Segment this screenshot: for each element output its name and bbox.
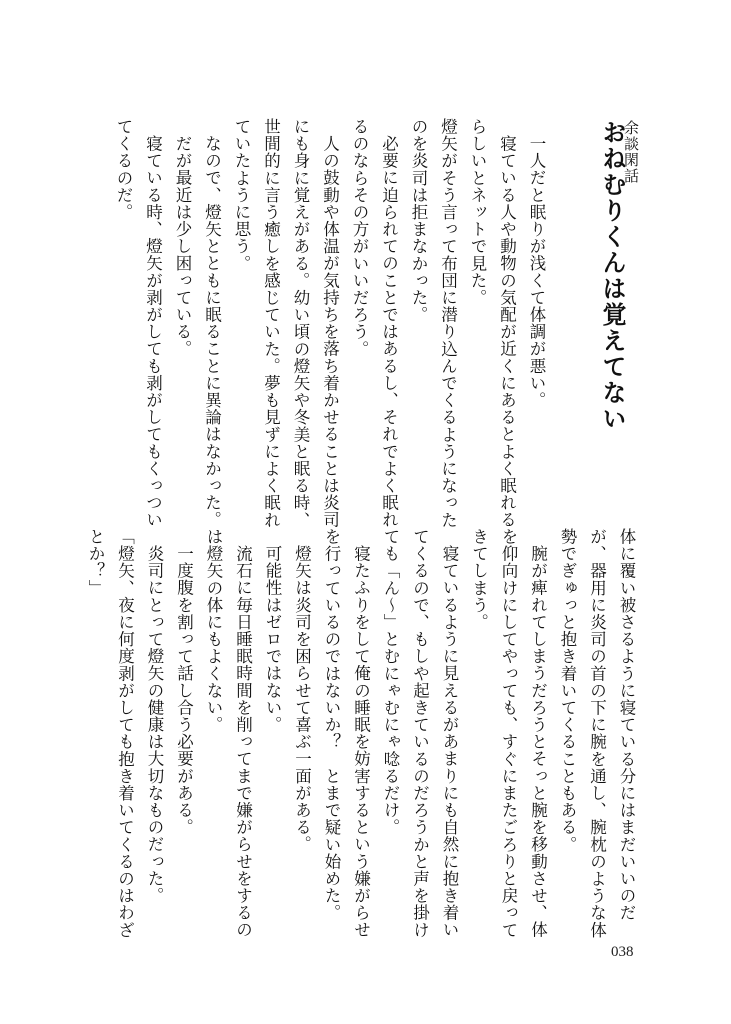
paragraph: 人の鼓動や体温が気持ちを落ち着かせることは炎司にも身に覚えがある。幼い頃の燈矢や冬美と眠る時、世間的に言う癒しを感じていた。夢も見ずによく眠れていたように思う。 (232, 118, 340, 529)
paragraph: 腕が痺れてしまうだろうとそっと腕を移動させ、体を仰向けにしてやっても、すぐにまたごろりと戻ってきてしまう。 (469, 528, 548, 939)
paragraph: 燈矢は炎司を困らせて喜ぶ一面がある。 (292, 544, 312, 853)
paragraph: だが最近は少し困っている。 (173, 134, 192, 357)
bottom-text-block (81, 528, 642, 948)
chapter-label: 余談閑話 (622, 120, 640, 184)
paragraph: 寝ているように見えるがあまりにも自然に抱き着いてくるので、もしや起きているのだろうかと声を掛けても「ん〜」とむにゃむにゃ唸るだけ。 (381, 528, 459, 939)
paragraph: 寝ている人や動物の気配が近くにあるとよく眠れるらしいとネットで見た。 (468, 118, 517, 528)
paragraph: 一人だと眠りが浅くて体調が悪い。 (527, 134, 546, 409)
paragraph: 寝たふりをして俺の睡眠を妨害するという嫌がらせを行っているのではないか？ とまで疑い始めた。 (322, 528, 371, 938)
paragraph: 寝ている時、燈矢が剥がしても剥がしてもくっついてくるのだ。 (114, 118, 163, 528)
paragraph: 流石に毎日睡眠時間を削ってまで嫌がらせをするのは燈矢の体にもよくない。 (204, 528, 253, 938)
top-text-section (109, 118, 552, 538)
chapter-title: おねむりくんは覚えてない (598, 120, 627, 432)
page-number: 038 (611, 944, 634, 960)
paragraph: 体に覆い被さるように寝ている分にはまだいいのだが、器用に炎司の首の下に腕を通し、腕枕のような体勢でぎゅっと抱き着いてくることもある。 (558, 528, 636, 939)
paragraph: 必要に迫られてのことではあるし、それでよく眠れるのならその方がいいだろう。 (350, 118, 399, 528)
paragraph: 一度腹を割って話し合う必要がある。 (174, 544, 194, 836)
paragraph: 「燈矢、夜に何度剥がしても抱き着いてくるのはわざとか？」 (86, 528, 135, 939)
paragraph: 炎司にとって燈矢の健康は大切なものだった。 (145, 544, 164, 904)
top-text-block (109, 118, 552, 538)
paragraph: なので、燈矢とともに眠ることに異論はなかった。 (202, 134, 222, 528)
paragraph: 燈矢がそう言って布団に潜り込んでくるようになったのを炎司は拒まなかった。 (409, 118, 458, 529)
paragraph: 可能性はゼロではない。 (263, 544, 282, 733)
bottom-text-section (81, 528, 642, 948)
